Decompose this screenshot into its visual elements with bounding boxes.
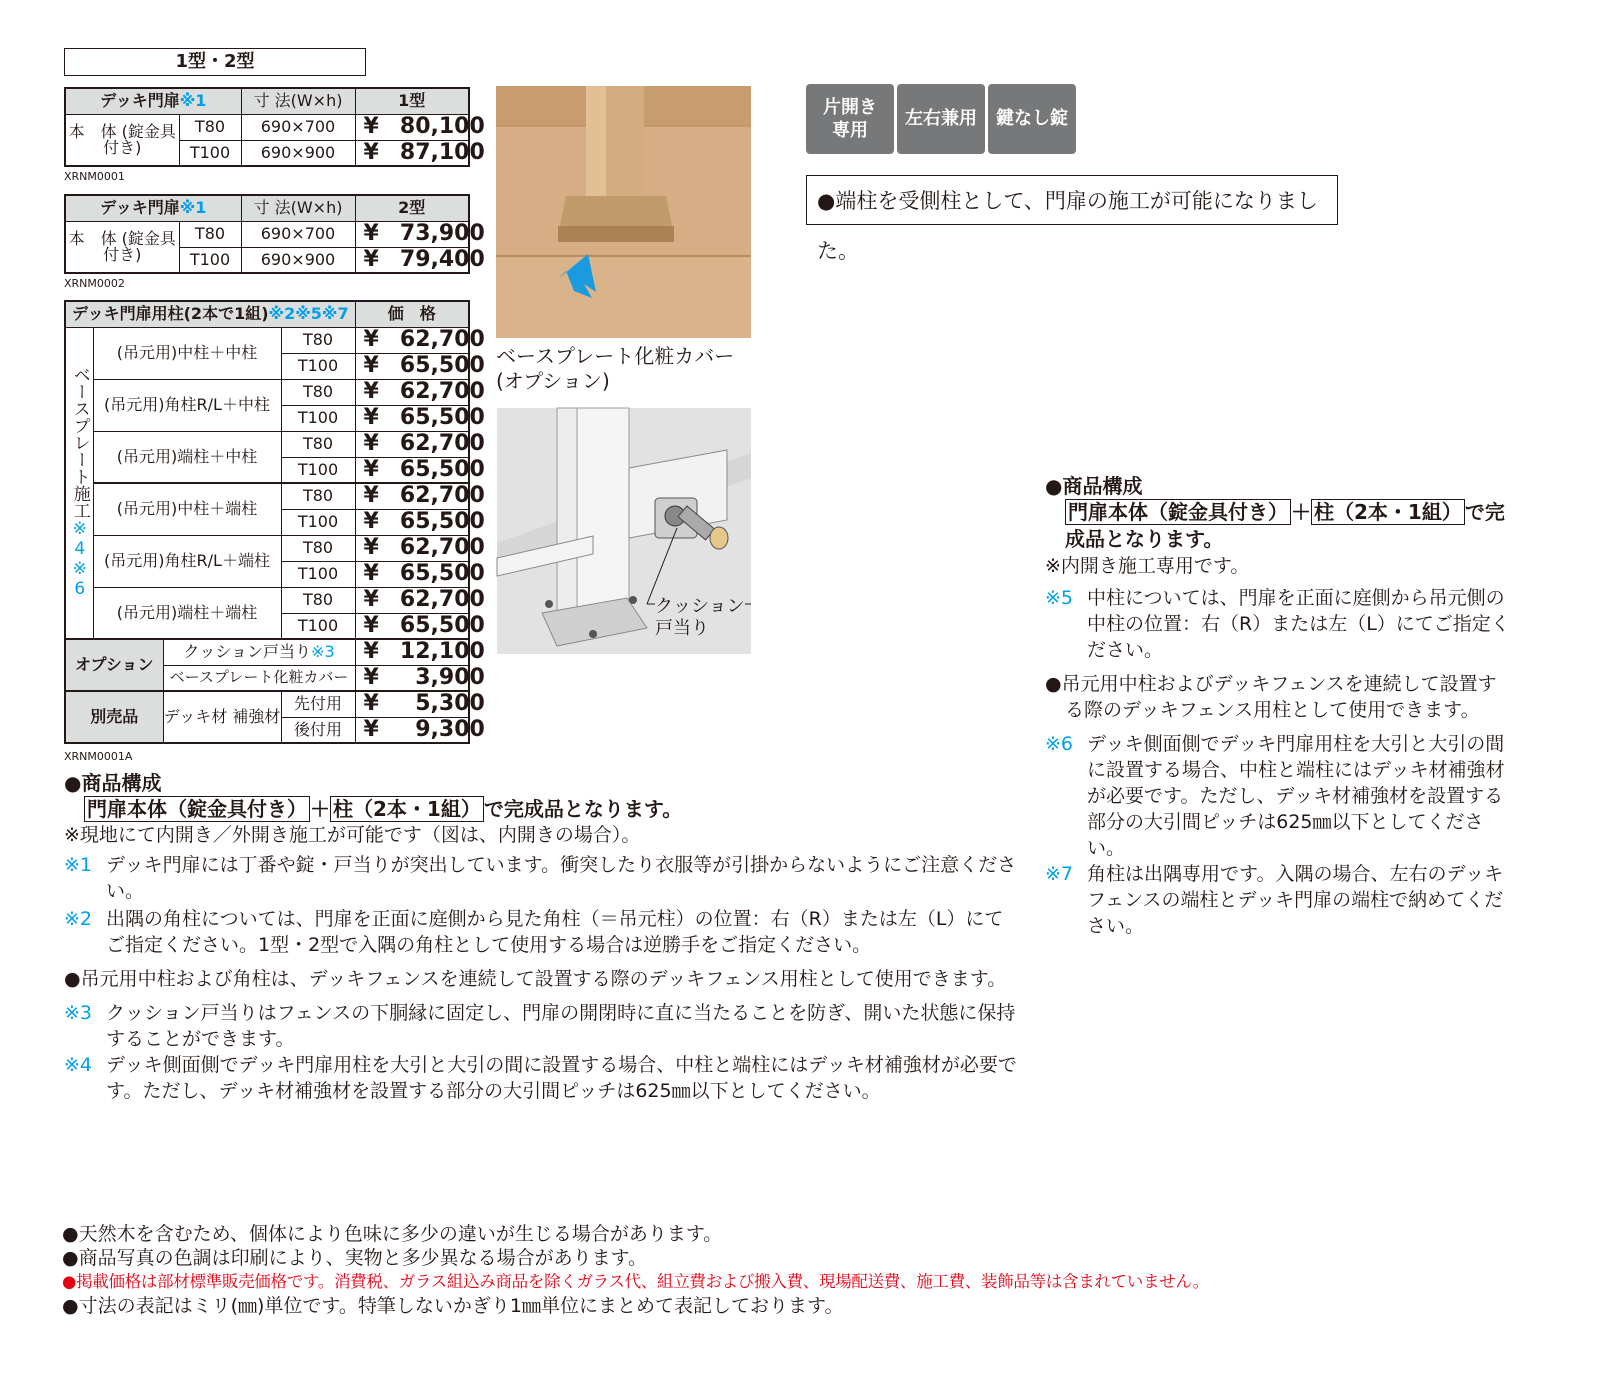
baseplate-cover-photo: [496, 86, 751, 338]
site-note: ※現地にて内開き／外開き施工が可能です（図は、内開きの場合）。: [64, 824, 641, 846]
header-deck-gate: デッキ門扉※1: [65, 195, 241, 221]
price-cell: ¥ 62,700: [355, 431, 469, 457]
size-cell: T100: [281, 353, 355, 379]
price-cell: ¥ 5,300: [355, 691, 469, 717]
header-size: 寸 法(W×h): [241, 88, 355, 114]
note-2: ※2 出隅の角柱については、門扉を正面に庭側から見た角柱（＝吊元柱）の位置：右（R）または左（L）にてご指定ください。1型・2型で入隅の角柱として使用する場合は逆勝手をご指定ください。: [64, 908, 1004, 956]
price-cell: ¥ 9,300: [355, 717, 469, 743]
photo-cushion-stopper: [497, 408, 751, 654]
size-cell: T100: [281, 457, 355, 483]
post-combo-name: (吊元用)角柱R/L＋端柱: [93, 535, 281, 587]
dim-cell: 690×700: [241, 221, 355, 247]
size-cell: T80: [281, 587, 355, 613]
price-cell: ¥ 65,500: [355, 405, 469, 431]
price-table-posts: [64, 300, 485, 744]
dim-cell: 690×900: [241, 140, 355, 166]
separate-row-name: 先付用: [281, 691, 355, 717]
price-cell: ¥ 62,700: [355, 587, 469, 613]
composition-line: 門扉本体（錠金具付き） ＋ 柱（2本・1組） で完成品となります。: [64, 796, 1019, 822]
composition-line: 門扉本体（錠金具付き） ＋ 柱（2本・1組） で完成品となります。: [1065, 500, 1505, 551]
price-cell: ¥ 80,100: [355, 114, 469, 140]
price-cell: ¥ 87,100: [355, 140, 469, 166]
badge-keyless-lock: 鍵なし錠: [988, 84, 1076, 154]
price-cell: ¥ 62,700: [355, 327, 469, 353]
separate-label: 別売品: [65, 691, 163, 743]
header-price: 価 格: [355, 301, 469, 327]
size-cell: T100: [281, 613, 355, 639]
dim-cell: 690×900: [241, 247, 355, 273]
price-cell: ¥ 65,500: [355, 613, 469, 639]
option-name: ベースプレート化粧カバー: [163, 665, 355, 691]
cushion-label: クッション 戸当り: [655, 596, 745, 639]
product-code: XRNM0002: [64, 277, 125, 290]
section-title: 1型・2型: [64, 48, 366, 76]
post-combo-name: (吊元用)角柱R/L＋中柱: [93, 379, 281, 431]
photo1-caption: ベースプレート化粧カバー (オプション): [496, 344, 735, 393]
option-name: クッション戸当り※3: [163, 639, 355, 665]
product-code: XRNM0001A: [64, 750, 133, 763]
price-table-type1: [64, 87, 485, 167]
size-cell: T80: [281, 483, 355, 509]
note-5: ※5 中柱については、門扉を正面に庭側から吊元側の中柱の位置：右（R）または左（L）にてご指定ください。: [1045, 587, 1510, 661]
header-posts: デッキ門扉用柱(2本で1組)※2※5※7: [65, 301, 355, 327]
price-cell: ¥ 62,700: [355, 379, 469, 405]
feature-text: ●端柱を受側柱として、門扉の施工が可能になりました。: [817, 189, 1318, 263]
inward-note: ※内開き施工専用です。: [1045, 555, 1250, 577]
right-notes: [1045, 473, 1515, 939]
price-cell: ¥ 62,700: [355, 535, 469, 561]
price-cell: ¥ 12,100: [355, 639, 469, 665]
bullet-note: ●吊元用中柱およびデッキフェンスを連続して設置する際のデッキフェンス用柱として使用できます。: [1045, 673, 1497, 721]
footer-line-3: ●掲載価格は部材標準販売価格です。消費税、ガラス組込み商品を除くガラス代、組立費および搬入費、現場配送費、施工費、装飾品等は含まれていません。: [62, 1272, 1209, 1291]
footer-line-2: ●商品写真の色調は印刷により、実物と多少異なる場合があります。: [62, 1247, 648, 1269]
size-cell: T100: [179, 140, 241, 166]
size-cell: T80: [179, 114, 241, 140]
header-deck-gate: デッキ門扉※1: [65, 88, 241, 114]
note-6: ※6 デッキ側面側でデッキ門扉用柱を大引と大引の間に設置する場合、中柱と端柱にはデッキ材補強材が必要です。ただし、デッキ材補強材を設置する部分の大引間ピッチは625㎜以下としてください。: [1045, 733, 1505, 859]
size-cell: T100: [179, 247, 241, 273]
product-code: XRNM0001: [64, 170, 125, 183]
footer-line-1: ●天然木を含むため、個体により色味に多少の違いが生じる場合があります。: [62, 1223, 723, 1245]
size-cell: T100: [281, 509, 355, 535]
price-cell: ¥ 73,900: [355, 221, 469, 247]
header-type: 2型: [355, 195, 469, 221]
post-combo-name: (吊元用)端柱＋端柱: [93, 587, 281, 639]
note-4: ※4 デッキ側面側でデッキ門扉用柱を大引と大引の間に設置する場合、中柱と端柱にはデッキ材補強材が必要です。ただし、デッキ材補強材を設置する部分の大引間ピッチは625㎜以下としてください。: [64, 1054, 1017, 1102]
side-label: ベースプレート施工※4※6: [65, 327, 93, 639]
footer-line-4: ●寸法の表記はミリ(㎜)単位です。特筆しないかぎり1㎜単位にまとめて表記しております。: [62, 1295, 844, 1317]
post-combo-name: (吊元用)端柱＋中柱: [93, 431, 281, 483]
price-cell: ¥ 65,500: [355, 353, 469, 379]
option-label: オプション: [65, 639, 163, 691]
photo-baseplate-cover: [496, 86, 751, 338]
separate-item: デッキ材 補強材: [163, 691, 281, 743]
feature-box: [806, 175, 1338, 263]
price-cell: ¥ 65,500: [355, 561, 469, 587]
body-label: 本 体 (錠金具付き): [65, 221, 179, 273]
price-cell: ¥ 65,500: [355, 509, 469, 535]
left-notes: [64, 770, 1019, 1104]
size-cell: T80: [179, 221, 241, 247]
price-table-type2: [64, 194, 485, 274]
size-cell: T100: [281, 561, 355, 587]
price-cell: ¥ 65,500: [355, 457, 469, 483]
size-cell: T100: [281, 405, 355, 431]
size-cell: T80: [281, 327, 355, 353]
note-3: ※3 クッション戸当りはフェンスの下胴縁に固定し、門扉の開閉時に直に当たることを防ぎ、開いた状態に保持することができます。: [64, 1002, 1016, 1050]
header-type: 1型: [355, 88, 469, 114]
post-combo-name: (吊元用)中柱＋端柱: [93, 483, 281, 535]
header-size: 寸 法(W×h): [241, 195, 355, 221]
price-cell: ¥ 79,400: [355, 247, 469, 273]
note-1: ※1 デッキ門扉には丁番や錠・戸当りが突出しています。衝突したり衣服等が引掛からないようにご注意ください。: [64, 854, 1017, 902]
badge-reversible: 左右兼用: [897, 84, 985, 154]
note-7: ※7 角柱は出隅専用です。入隅の場合、左右のデッキフェンスの端柱とデッキ門扉の端柱で納めてください。: [1045, 863, 1504, 937]
price-cell: ¥ 62,700: [355, 483, 469, 509]
composition-title: ●商品構成: [64, 771, 162, 795]
separate-row-name: 後付用: [281, 717, 355, 743]
size-cell: T80: [281, 431, 355, 457]
size-cell: T80: [281, 535, 355, 561]
size-cell: T80: [281, 379, 355, 405]
body-label: 本 体 (錠金具付き): [65, 114, 179, 166]
dim-cell: 690×700: [241, 114, 355, 140]
post-combo-name: (吊元用)中柱＋中柱: [93, 327, 281, 379]
badge-single-swing: 片開き 専用: [806, 84, 894, 154]
bullet-note: ●吊元用中柱および角柱は、デッキフェンスを連続して設置する際のデッキフェンス用柱として使用できます。: [64, 968, 1007, 990]
composition-title: ●商品構成: [1045, 474, 1143, 498]
price-cell: ¥ 3,900: [355, 665, 469, 691]
